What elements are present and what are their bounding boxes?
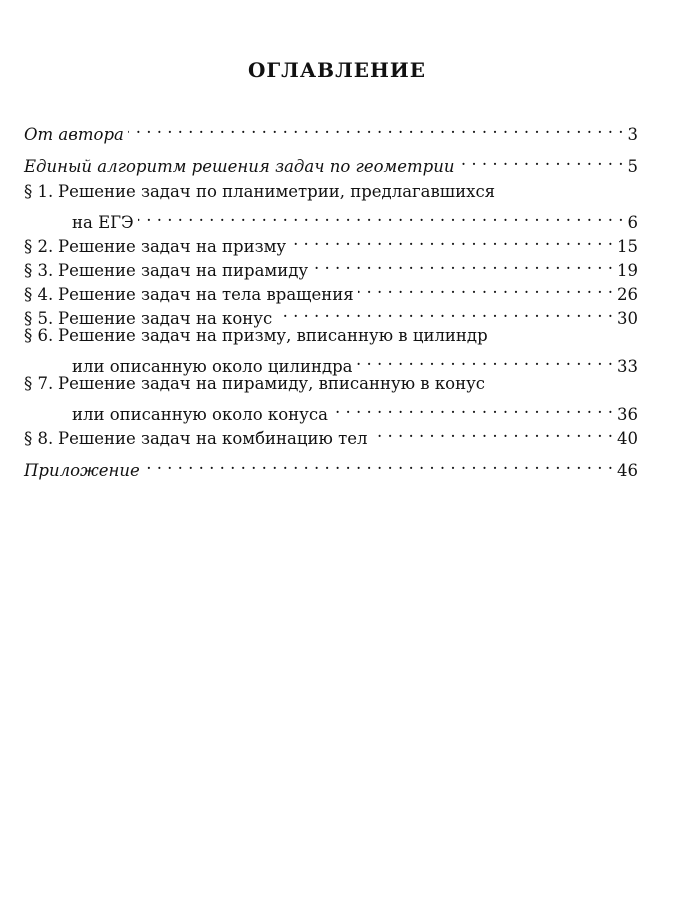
toc-entry-text-continued: или описанную около цилиндра <box>72 357 353 376</box>
leader-dots <box>138 204 624 228</box>
section-number: § 3. <box>24 261 54 280</box>
toc-entry-text: Решение задач по планиметрии, предлагавшихся <box>58 182 496 201</box>
toc-entry-section-5[interactable] <box>24 300 638 328</box>
toc-page-number: 19 <box>617 261 638 280</box>
toc-entry-section-7[interactable] <box>24 372 638 424</box>
toc-entry-text: Решение задач на конус <box>58 309 273 328</box>
toc-entry-appendix[interactable] <box>24 452 638 480</box>
toc-entry-text: Единый алгоритм решения задач по геометрии <box>24 157 455 176</box>
toc-page-number: 36 <box>617 405 638 424</box>
toc-page-number: 26 <box>617 285 638 304</box>
toc-entry-section-2[interactable] <box>24 228 638 256</box>
leader-dots <box>332 396 613 420</box>
toc-page-number: 46 <box>617 461 638 480</box>
toc-page-number: 15 <box>617 237 638 256</box>
toc-entry-section-8[interactable] <box>24 420 638 448</box>
page-title: ОГЛАВЛЕНИЕ <box>247 58 427 82</box>
toc-page-number: 40 <box>617 429 638 448</box>
toc-entry-text: Решение задач на пирамиду, вписанную в конус <box>58 374 486 393</box>
section-number: § 8. <box>24 429 54 448</box>
toc-entry-text: Решение задач на тела вращения <box>58 285 354 304</box>
toc-entry-text-continued: на ЕГЭ <box>72 213 134 232</box>
leader-dots <box>290 228 613 252</box>
toc-entry-text: Решение задач на пирамиду <box>58 261 309 280</box>
toc-entry-section-1[interactable] <box>24 180 638 232</box>
section-number: § 1. <box>24 182 54 201</box>
leader-dots <box>357 348 613 372</box>
leader-dots <box>128 116 624 140</box>
leader-dots <box>371 420 613 444</box>
section-number: § 6. <box>24 326 54 345</box>
leader-dots <box>458 148 623 172</box>
toc-entry-section-3[interactable] <box>24 252 638 280</box>
toc-entry-section-4[interactable] <box>24 276 638 304</box>
toc-entry-text: От автора <box>24 125 124 144</box>
toc-entry-unified-algorithm[interactable] <box>24 148 638 176</box>
toc-entry-text: Решение задач на призму, вписанную в цилиндр <box>58 326 488 345</box>
section-number: § 4. <box>24 285 54 304</box>
toc-entry-text: Решение задач на комбинацию тел <box>58 429 368 448</box>
toc-page-number: 33 <box>617 357 638 376</box>
toc-entry-text: Решение задач на призму <box>58 237 287 256</box>
toc-page-number: 30 <box>617 309 638 328</box>
toc-page-number: 3 <box>627 125 638 144</box>
leader-dots <box>358 276 613 300</box>
table-of-contents <box>24 116 638 480</box>
toc-entry-text: Приложение <box>24 461 140 480</box>
section-number: § 2. <box>24 237 54 256</box>
toc-entry-text-continued: или описанную около конуса <box>72 405 328 424</box>
toc-entry-section-6[interactable] <box>24 324 638 376</box>
leader-dots <box>144 452 613 476</box>
toc-entry-author-preface[interactable] <box>24 116 638 144</box>
leader-dots <box>276 300 613 324</box>
toc-page-number: 5 <box>627 157 638 176</box>
section-number: § 5. <box>24 309 54 328</box>
leader-dots <box>312 252 613 276</box>
section-number: § 7. <box>24 374 54 393</box>
toc-page-number: 6 <box>627 213 638 232</box>
